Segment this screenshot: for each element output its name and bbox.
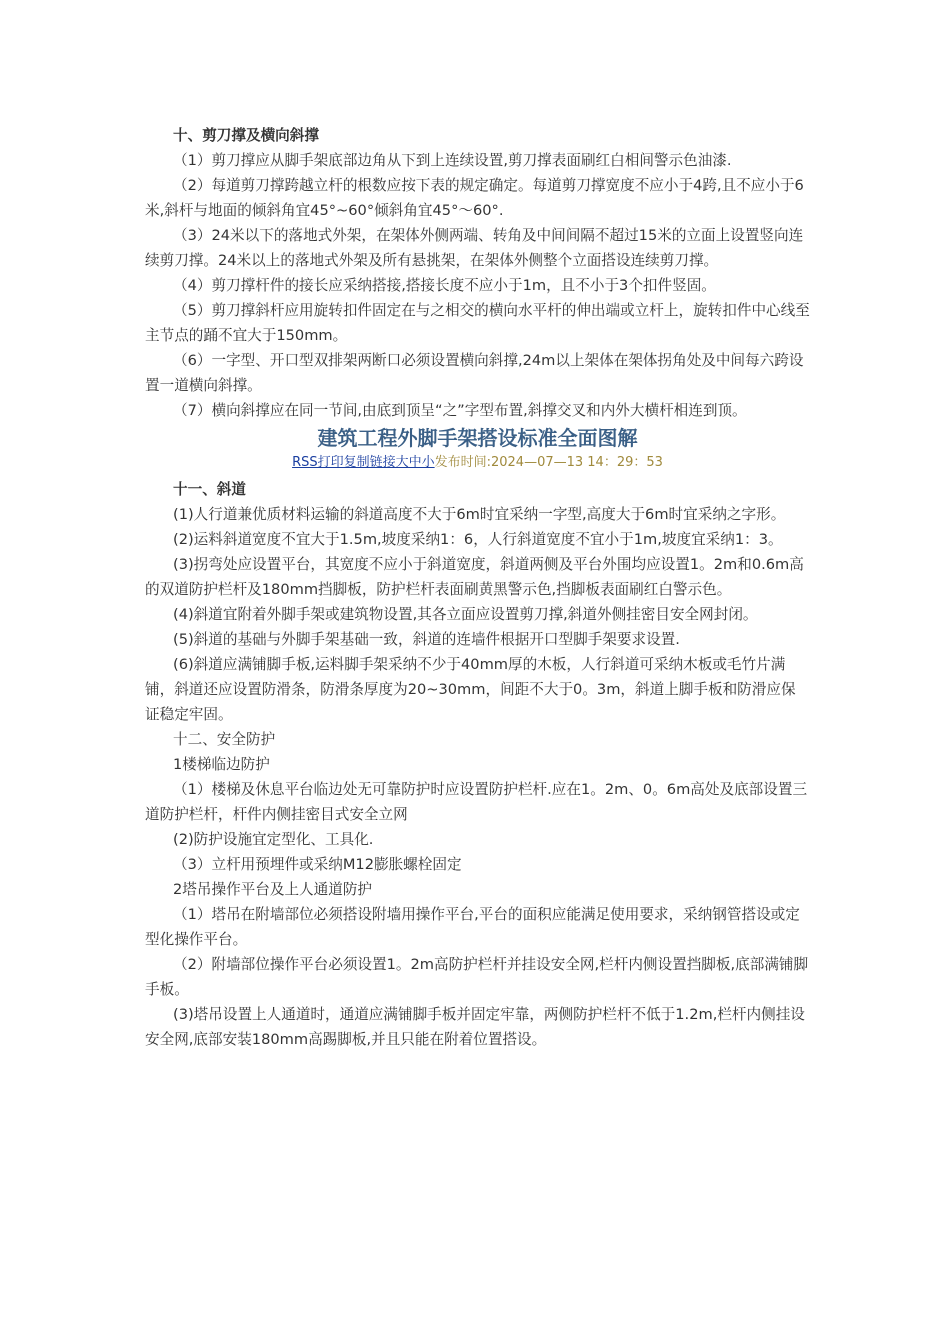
section-12-sub-2-item-3: (3)塔吊设置上人通道时，通道应满铺脚手板并固定牢靠，两侧防护栏杆不低于1.2m,栏杆内侧挂设安全网,底部安装180mm高踢脚板,并且只能在附着位置搭设。 <box>145 1006 805 1048</box>
section-10-item-5: （5）剪刀撑斜杆应用旋转扣件固定在与之相交的横向水平杆的伸出端或立杆上，旋转扣件中心线至主节点的踊不宜大于150mm。 <box>145 302 810 344</box>
section-12-sub-2-heading: 2塔吊操作平台及上人通道防护 <box>173 881 373 898</box>
section-12-sub-2-item-2: （2）附墙部位操作平台必须设置1。2m高防护栏杆并挂设安全网,栏杆内侧设置挡脚板,底部满铺脚手板。 <box>145 956 809 998</box>
section-11-item-2: (2)运料斜道宽度不宜大于1.5m,坡度采纳1：6，人行斜道宽度不宜小于1m,坡度宜采纳1：3。 <box>173 531 783 548</box>
section-11-item-4: (4)斜道宜附着外脚手架或建筑物设置,其各立面应设置剪刀撑,斜道外侧挂密目安全网封闭。 <box>173 606 758 623</box>
section-10-heading: 十、剪刀撑及横向斜撑 <box>173 127 319 144</box>
section-12-sub-1-heading: 1楼梯临边防护 <box>173 756 270 773</box>
section-10-item-3: （3）24米以下的落地式外架，在架体外侧两端、转角及中间间隔不超过15米的立面上设置竖向连续剪刀撑。24米以上的落地式外架及所有悬挑架，在架体外侧整个立面搭设连续剪刀撑。 <box>145 227 804 269</box>
section-10-item-6: （6）一字型、开口型双排架两断口必须设置横向斜撑,24m以上架体在架体拐角处及中间每六跨设置一道横向斜撑。 <box>145 352 804 394</box>
section-11-heading: 十一、斜道 <box>173 481 246 498</box>
article-meta-links[interactable]: RSS打印复制链接大中小 <box>292 455 435 470</box>
section-10-item-1: （1）剪刀撑应从脚手架底部边角从下到上连续设置,剪刀撑表面刷红白相间警示色油漆. <box>173 152 732 169</box>
section-10-item-7: （7）横向斜撑应在同一节间,由底到顶呈“之”字型布置,斜撑交叉和内外大横杆相连到顶。 <box>173 402 747 419</box>
section-12-sub-1-item-1: （1）楼梯及休息平台临边处无可靠防护时应设置防护栏杆.应在1。2m、0。6m高处及底部设置三道防护栏杆，杆件内侧挂密目式安全立网 <box>145 781 808 823</box>
document-page <box>145 123 810 1052</box>
section-12-sub-1-item-2: (2)防护设施宜定型化、工具化. <box>173 831 374 848</box>
section-11-item-3: (3)拐弯处应设置平台，其宽度不应小于斜道宽度，斜道两侧及平台外围均应设置1。2m和0.6m高的双道防护栏杆及180mm挡脚板，防护栏杆表面刷黄黑警示色,挡脚板表面刷红白警示色。 <box>145 556 804 598</box>
article-title: 建筑工程外脚手架搭设标准全面图解 <box>317 426 638 450</box>
section-11-item-5: (5)斜道的基础与外脚手架基础一致，斜道的连墙件根据开口型脚手架要求设置. <box>173 631 680 648</box>
section-10-item-4: （4）剪刀撑杆件的接长应采纳搭接,搭接长度不应小于1m，且不小于3个扣件竖固。 <box>173 277 716 294</box>
section-11-item-6: (6)斜道应满铺脚手板,运料脚手架采纳不少于40mm厚的木板，人行斜道可采纳木板或毛竹片满铺，斜道还应设置防滑条，防滑条厚度为20~30mm，间距不大于0。3m，斜道上脚手板和防滑应保证稳定牢固。 <box>145 656 796 723</box>
section-12-sub-2-item-1: （1）塔吊在附墙部位必须搭设附墙用操作平台,平台的面积应能满足使用要求，采纳钢管搭设或定型化操作平台。 <box>145 906 800 948</box>
article-publish-date: 发布时间:2024—07—13 14：29：53 <box>434 455 663 470</box>
section-10-item-2: （2）每道剪刀撑跨越立杆的根数应按下表的规定确定。每道剪刀撑宽度不应小于4跨,且不应小于6米,斜杆与地面的倾斜角宜45°~60°倾斜角宜45°～60°. <box>145 177 804 219</box>
section-11-item-1: (1)人行道兼优质材料运输的斜道高度不大于6m时宜采纳一字型,高度大于6m时宜采纳之字形。 <box>173 506 786 523</box>
article-meta <box>145 453 810 473</box>
section-12-heading: 十二、安全防护 <box>173 731 276 748</box>
section-12-sub-1-item-3: （3）立杆用预埋件或采纳M12膨胀螺栓固定 <box>173 856 462 873</box>
